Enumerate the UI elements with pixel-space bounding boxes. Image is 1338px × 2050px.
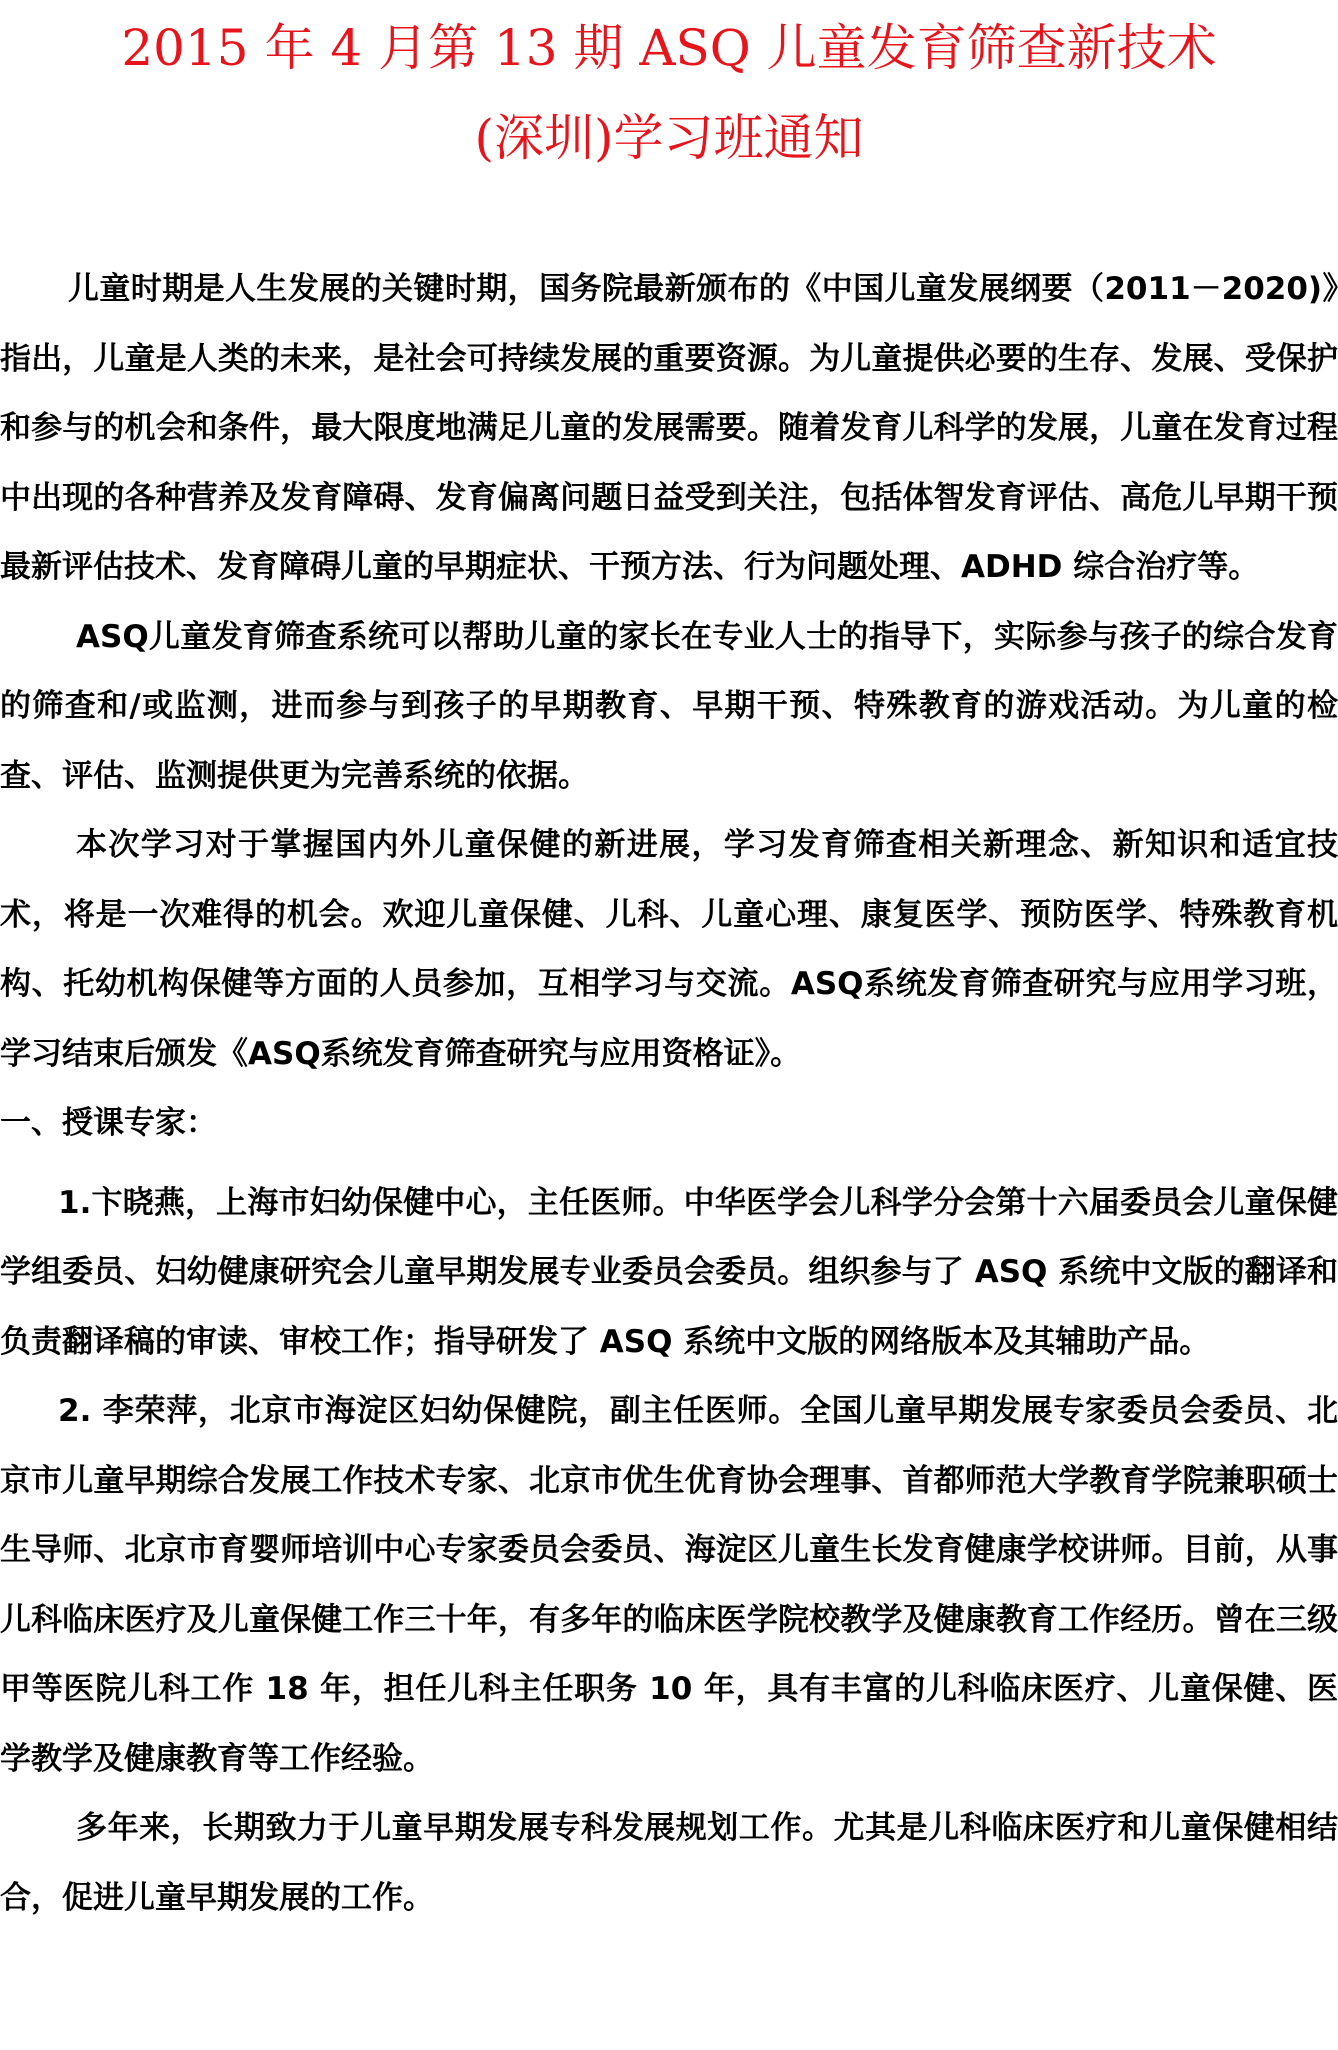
asq-description-paragraph: ASQ儿童发育筛查系统可以帮助儿童的家长在专业人士的指导下，实际参与孩子的综合发育的筛查和/或监测，进而参与到孩子的早期教育、早期干预、特殊教育的游戏活动。为儿童的检查、评估、监测提供更为完善系统的依据。 xyxy=(0,618,1338,794)
intro-paragraph: 儿童时期是人生发展的关键时期，国务院最新颁布的《中国儿童发展纲要（2011－2020)》指出，儿童是人类的未来，是社会可持续发展的重要资源。为儿童提供必要的生存、发展、受保护和参与的机会和条件，最大限度地满足儿童的发展需要。随着发育儿科学的发展，儿童在发育过程中出现的各种营养及发育障碍、发育偏离问题日益受到关注，包括体智发育评估、高危儿早期干预最新评估技术、发育障碍儿童的早期症状、干预方法、行为问题处理、ADHD 综合治疗等。 xyxy=(0,271,1338,585)
course-invitation-paragraph: 本次学习对于掌握国内外儿童保健的新进展，学习发育筛查相关新理念、新知识和适宜技术，将是一次难得的机会。欢迎儿童保健、儿科、儿童心理、康复医学、预防医学、特殊教育机构、托幼机构保健等方面的人员参加，互相学习与交流。ASQ系统发育筛查研究与应用学习班，学习结束后颁发《ASQ系统发育筛查研究与应用资格证》。 xyxy=(0,827,1338,1072)
document-body xyxy=(0,255,1338,1933)
page-title-line-2: (深圳)学习班通知 xyxy=(474,109,864,167)
closing-paragraph: 多年来，长期致力于儿童早期发展专科发展规划工作。尤其是儿科临床医疗和儿童保健相结合，促进儿童早期发展的工作。 xyxy=(0,1810,1338,1916)
expert-item-1: 1.卞晓燕，上海市妇幼保健中心，主任医师。中华医学会儿科学分会第十六届委员会儿童保健学组委员、妇幼健康研究会儿童早期发展专业委员会委员。组织参与了 ASQ 系统中文版的翻译和负责翻译稿的审读、审校工作；指导研发了 ASQ 系统中文版的网络版本及其辅助产品。 xyxy=(0,1184,1338,1360)
section-heading-experts: 一、授课专家： xyxy=(0,1105,217,1141)
expert-item-2: 2. 李荣萍，北京市海淀区妇幼保健院，副主任医师。全国儿童早期发展专家委员会委员、北京市儿童早期综合发展工作技术专家、北京市优生优育协会理事、首都师范大学教育学院兼职硕士生导师、北京市育婴师培训中心专家委员会委员、海淀区儿童生长发育健康学校讲师。目前，从事儿科临床医疗及儿童保健工作三十年，有多年的临床医学院校教学及健康教育工作经历。曾在三级甲等医院儿科工作 18 年，担任儿科主任职务 10 年，具有丰富的儿科临床医疗、儿童保健、医学教学及健康教育等工作经验。 xyxy=(0,1393,1338,1777)
page-title-line-1: 2015 年 4 月第 13 期 ASQ 儿童发育筛查新技术 xyxy=(121,19,1217,77)
